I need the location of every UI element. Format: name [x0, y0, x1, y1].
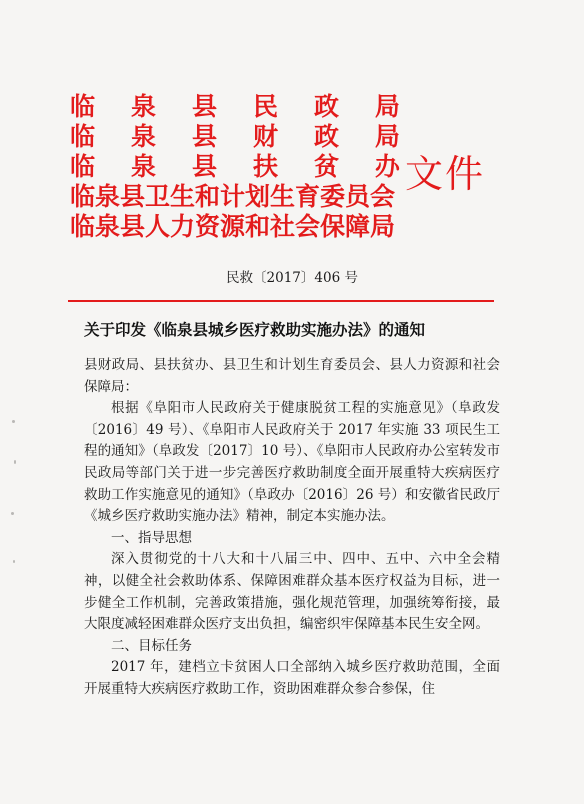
agency-char: 泉 [130, 92, 156, 121]
agency-poverty-office [70, 152, 400, 182]
intro-paragraph: 根据《阜阳市人民政府关于健康脱贫工程的实施意见》（阜政发〔2016〕49 号）、《阜阳市人民政府关于 2017 年实施 33 项民生工程的通知》（阜政发〔2017〕10 号）、《阜阳市人民政府办公室转发市民政局等部门关于进一步完善医疗救助制度全面开展重特大疾病医疗救助工作实施意见的通知》（阜政办〔2016〕26 号）和安徽省民政厅《城乡医疗救助实施办法》精神，制定本实施办法。 [84, 400, 500, 525]
agency-char: 贫 [313, 152, 339, 181]
section-heading-guiding-ideology: 一、指导思想 [111, 529, 192, 546]
scan-binding-marks [10, 420, 20, 570]
agency-hr-social-security: 临泉县人力资源和社会保障局 [70, 212, 396, 241]
red-divider-line [68, 300, 494, 302]
agency-health-commission: 临泉县卫生和计划生育委员会 [70, 182, 396, 211]
agency-char: 泉 [130, 122, 156, 151]
agency-char: 县 [191, 92, 217, 121]
recipients: 县财政局、县扶贫办、县卫生和计划生育委员会、县人力资源和社会保障局： [84, 357, 500, 395]
agency-char: 政 [313, 92, 339, 121]
agency-char: 泉 [130, 152, 156, 181]
agency-char: 政 [313, 122, 339, 151]
agency-char: 局 [374, 92, 400, 121]
agency-char: 县 [191, 152, 217, 181]
agency-char: 局 [374, 122, 400, 151]
agency-char: 临 [70, 122, 96, 151]
section-paragraph-targets: 2017 年，建档立卡贫困人口全部纳入城乡医疗救助范围，全面开展重特大疾病医疗救助工作，资助困难群众参合参保，住 [84, 659, 500, 697]
document-number: 民救〔2017〕406 号 [226, 270, 358, 286]
document-body [84, 355, 500, 701]
file-label: 文件 [405, 152, 486, 196]
agency-char: 县 [191, 122, 217, 151]
agency-char: 临 [70, 152, 96, 181]
agency-char: 办 [374, 152, 400, 181]
agency-char: 扶 [252, 152, 278, 181]
document-title: 关于印发《临泉县城乡医疗救助实施办法》的通知 [84, 321, 426, 339]
section-heading-targets: 二、目标任务 [111, 637, 192, 654]
section-paragraph-guiding-ideology: 深入贯彻党的十八大和十八届三中、四中、五中、六中全会精神，以健全社会救助体系、保障困难群众基本医疗权益为目标，进一步健全工作机制，完善政策措施，强化规范管理，加强统筹衔接，最大限度减轻困难群众医疗支出负担，编密织牢保障基本民生安全网。 [84, 551, 500, 633]
agency-char: 临 [70, 92, 96, 121]
agency-civil-affairs [70, 92, 400, 122]
agency-finance [70, 122, 400, 152]
agency-char: 财 [252, 122, 278, 151]
issuing-agencies [70, 92, 400, 242]
agency-char: 民 [252, 92, 278, 121]
